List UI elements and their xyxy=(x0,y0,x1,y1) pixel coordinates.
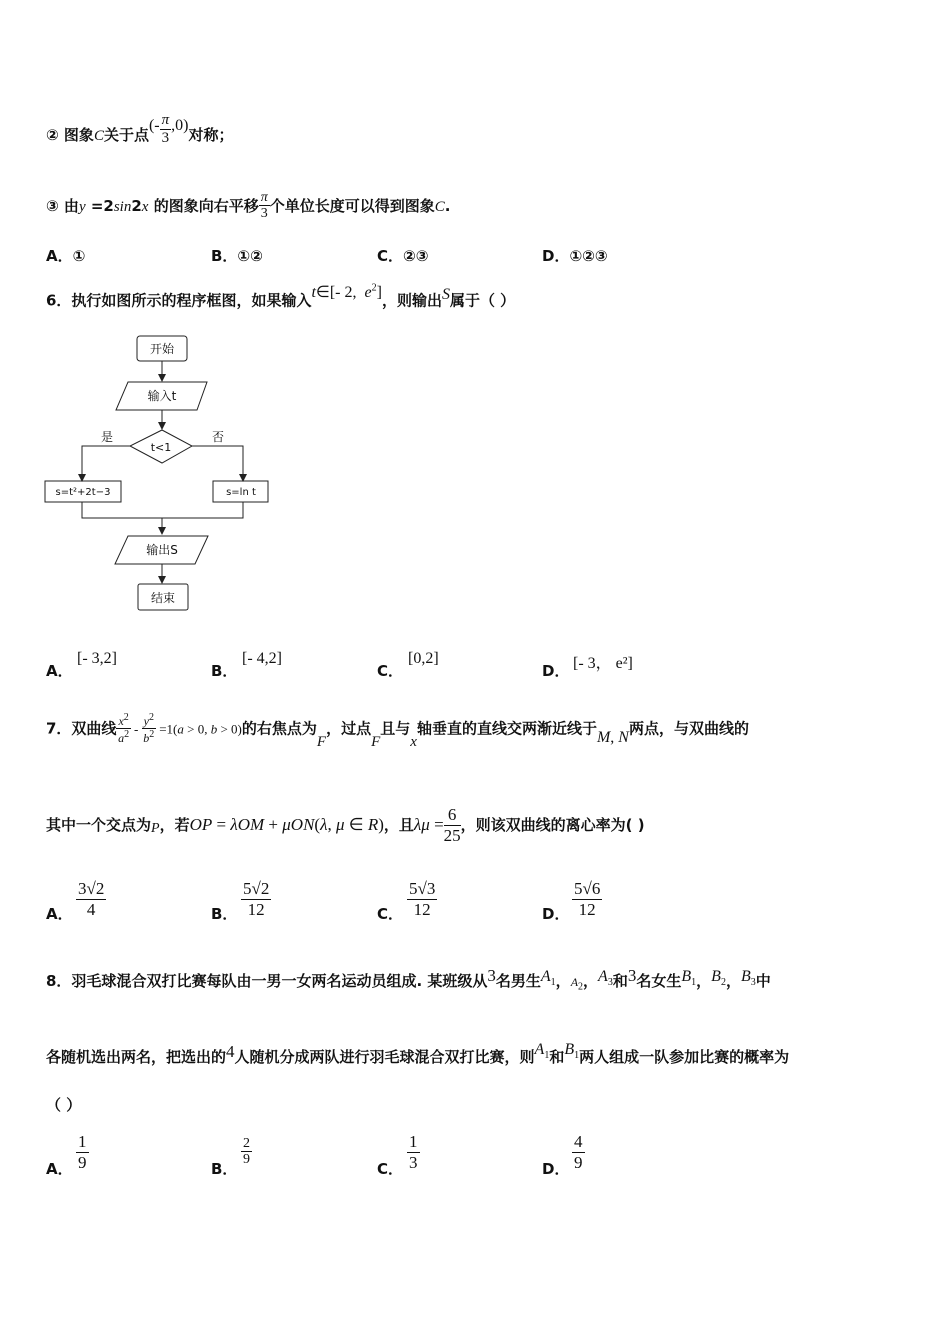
flow-end-text: 结束 xyxy=(150,591,176,605)
q7-text-f: 两点，与双曲线的 xyxy=(628,719,749,738)
q7-option-a[interactable]: A． xyxy=(46,905,73,923)
q6-option-b-value: [- 4,2] xyxy=(242,650,282,667)
q6-stem-end: 属于（ ） xyxy=(449,291,516,310)
q5-item-3: ③ 由y =2sin2x 的图象向右平移 $\frac{\pi}{3}$ 个单位长度可以得到图象C. xyxy=(46,190,451,222)
q7-text-g: 其中一个交点为 xyxy=(46,816,152,835)
q7-text-j: ，则该双曲线的离心率为( ) xyxy=(460,816,645,835)
q7-option-b-frac: $\frac{5√2}{12}$ xyxy=(243,879,270,919)
q6-option-d[interactable] xyxy=(542,660,569,681)
option-label: C． xyxy=(377,662,404,680)
q8-text-e: 中 xyxy=(755,972,771,990)
q6-option-a-value: [- 3,2] xyxy=(77,650,117,667)
q7-option-b[interactable]: B． xyxy=(211,905,238,923)
q8-option-a[interactable]: A． xyxy=(46,1160,73,1178)
q8-option-b[interactable]: B． xyxy=(211,1160,238,1178)
q8-text-b: 名男生 xyxy=(495,972,541,990)
q8-option-b-frac: $\frac{2}{9}$ xyxy=(243,1136,250,1168)
q8-text-h: 和 xyxy=(549,1048,565,1066)
option-label: B． xyxy=(211,662,238,680)
flow-cond-text: t<1 xyxy=(150,441,172,454)
q7-option-a-frac: $\frac{3√2}{4}$ xyxy=(78,879,105,919)
q6-option-b[interactable] xyxy=(211,660,237,681)
q6-flowchart xyxy=(40,330,280,620)
flow-left-text: s=t²+2t−3 xyxy=(55,487,111,498)
q7-text-b: 的右焦点为 xyxy=(241,719,317,738)
q6-option-a[interactable] xyxy=(46,660,73,681)
q6-stem: 6．执行如图所示的程序框图，如果输入t∈[- 2, $e^2$]，则输出S属于（ ） xyxy=(46,283,516,310)
q8-option-c-frac: $\frac{1}{3}$ xyxy=(409,1132,418,1172)
flow-start-text: 开始 xyxy=(149,342,175,356)
q7-line-2: 其中一个交点为P，若OP = λOM + μON(λ, μ ∈ R)，且λμ = $\frac{6}{25}$ ，则该双曲线的离心率为( ) xyxy=(46,805,645,845)
q7-option-d-frac: $\frac{5√6}{12}$ xyxy=(574,879,601,919)
q6-option-c-value: [0,2] xyxy=(408,650,439,667)
q8-text-d: 名女生 xyxy=(636,972,682,990)
q6-option-c[interactable] xyxy=(377,660,403,681)
q5-option-a[interactable]: A．① xyxy=(46,247,86,265)
q6-stem-suffix: ，则输出 xyxy=(381,291,442,310)
flow-output-text: 输出S xyxy=(146,543,178,557)
q8-text-g: 人随机分成两队进行羽毛球混合双打比赛，则 xyxy=(234,1048,535,1066)
q6-stem-prefix: 6．执行如图所示的程序框图，如果输入 xyxy=(46,291,312,310)
option-label: D． xyxy=(542,662,570,680)
q8-option-c[interactable]: C． xyxy=(377,1160,404,1178)
flow-yes-text: 是 xyxy=(100,430,114,444)
q5-option-c[interactable]: C．②③ xyxy=(377,247,429,265)
q8-option-d[interactable]: D． xyxy=(542,1160,570,1178)
q7-text-c: ，过点 xyxy=(326,719,372,738)
q8-text-f: 各随机选出两名，把选出的 xyxy=(46,1048,227,1066)
q5-option-b[interactable]: B．①② xyxy=(211,247,263,265)
q8-option-d-frac: $\frac{4}{9}$ xyxy=(574,1132,583,1172)
flow-no-text: 否 xyxy=(211,430,225,444)
q8-line-2: 各随机选出两名，把选出的4人随机分成两队进行羽毛球混合双打比赛，则$A_1$和$B_1$两人组成一队参加比赛的概率为 xyxy=(46,1041,790,1066)
flow-right-text: s=ln t xyxy=(226,487,256,498)
q7-text-e: 轴垂直的直线交两渐近线于 xyxy=(416,719,597,738)
q7-text-h: ，若 xyxy=(159,816,190,835)
q7-option-d[interactable]: D． xyxy=(542,905,570,923)
q6-option-d-value: [- 3， e²] xyxy=(573,655,633,672)
flow-input-text: 输入t xyxy=(147,389,177,403)
q8-text-c: 和 xyxy=(612,972,628,990)
q8-line-1: 8．羽毛球混合双打比赛每队由一男一女两名运动员组成. 某班级从3名男生$A_1$，$A_2$，$A_3$和3名女生$B_1$，$B_2$，$B_3$中 xyxy=(46,966,771,993)
q8-line-3: （ ） xyxy=(46,1096,82,1114)
q7-text-d: 且与 xyxy=(380,719,411,738)
q7-option-c-frac: $\frac{5√3}{12}$ xyxy=(409,879,436,919)
q5-item-2: ② 图象C关于点(- $\frac{\pi}{3}$ ,0)对称； xyxy=(46,112,234,146)
q8-option-a-frac: $\frac{1}{9}$ xyxy=(78,1132,87,1172)
q8-text-i: 两人组成一队参加比赛的概率为 xyxy=(579,1048,790,1066)
q7-text-a: 7．双曲线 xyxy=(46,719,117,738)
q5-option-d[interactable]: D．①②③ xyxy=(542,247,608,265)
option-label: A． xyxy=(46,662,73,680)
q7-text-i: ，且 xyxy=(383,816,414,835)
q8-text-a: 8．羽毛球混合双打比赛每队由一男一女两名运动员组成. 某班级从 xyxy=(46,972,488,990)
q7-line-1: 7．双曲线 $\frac{x^2}{a^2}$ - $\frac{y^2}{b^2}$ =1(a > 0, b > 0)的右焦点为F，过点F且与x轴垂直的直线交两渐近线于M, N两点，与双曲线的 xyxy=(46,712,749,750)
q7-option-c[interactable]: C． xyxy=(377,905,404,923)
